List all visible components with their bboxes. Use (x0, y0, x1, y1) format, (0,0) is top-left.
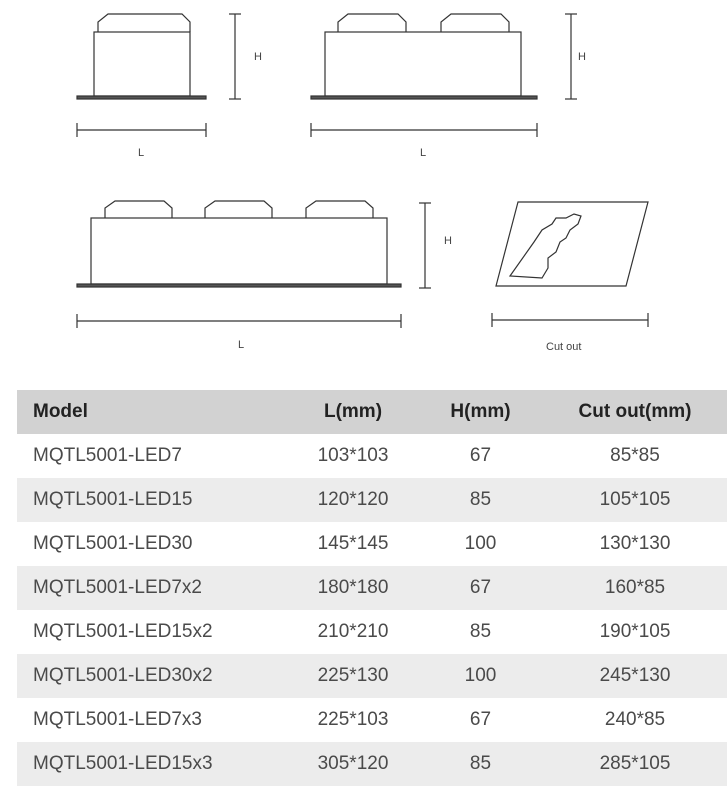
cell-l: 225*130 (317, 665, 389, 686)
table-row (17, 522, 727, 566)
cell-model: MQTL5001-LED15x2 (33, 621, 213, 642)
cell-h: 85 (469, 489, 492, 510)
triple-head-2 (205, 201, 272, 218)
double-fixture-drawing (311, 14, 577, 137)
triple-height-label: H (444, 235, 452, 247)
double-head-2 (441, 14, 509, 32)
triple-fixture-drawing (77, 201, 431, 328)
table-header-row (17, 390, 727, 434)
table-row (17, 478, 727, 522)
cell-h: 67 (469, 709, 492, 730)
table-row (17, 742, 727, 786)
cell-cutout: 160*85 (604, 577, 666, 598)
cell-model: MQTL5001-LED7 (33, 445, 182, 466)
table-row (17, 698, 727, 742)
cell-cutout: 245*130 (599, 665, 671, 686)
cell-cutout: 85*85 (610, 445, 660, 466)
triple-trim (77, 284, 401, 287)
cell-l: 225*103 (317, 709, 389, 730)
cutout-torn-edge (510, 214, 581, 278)
cell-h: 85 (469, 753, 492, 774)
cell-model: MQTL5001-LED7x3 (33, 709, 202, 730)
triple-head-3 (306, 201, 373, 218)
cutout-label: Cut out (546, 341, 582, 353)
cell-model: MQTL5001-LED15x3 (33, 753, 213, 774)
triple-head-1 (105, 201, 172, 218)
cell-model: MQTL5001-LED7x2 (33, 577, 202, 598)
cell-model: MQTL5001-LED15 (33, 489, 193, 510)
header-cutout: Cut out(mm) (578, 401, 692, 422)
single-head (98, 14, 190, 32)
single-fixture-drawing (77, 14, 241, 137)
cell-cutout: 190*105 (599, 621, 671, 642)
cell-cutout: 285*105 (599, 753, 671, 774)
triple-width-label: L (238, 339, 245, 351)
cell-l: 180*180 (317, 577, 389, 598)
cell-cutout: 130*130 (599, 533, 671, 554)
cell-h: 100 (464, 665, 497, 686)
single-trim (77, 96, 206, 99)
triple-body (91, 218, 387, 284)
double-width-label: L (420, 147, 427, 159)
single-height-label: H (254, 51, 262, 63)
double-trim (311, 96, 537, 99)
double-height-label: H (578, 51, 586, 63)
cell-cutout: 240*85 (604, 709, 666, 730)
spec-table (17, 390, 727, 786)
cell-h: 67 (469, 445, 492, 466)
table-row (17, 654, 727, 698)
cell-cutout: 105*105 (599, 489, 671, 510)
cell-model: MQTL5001-LED30 (33, 533, 193, 554)
double-body (325, 32, 521, 96)
dimension-diagrams (0, 0, 727, 380)
header-h: H(mm) (450, 401, 511, 422)
cell-h: 67 (469, 577, 492, 598)
table-row (17, 434, 727, 478)
cell-l: 145*145 (317, 533, 389, 554)
cutout-drawing (492, 202, 648, 327)
header-model: Model (33, 401, 88, 422)
cell-l: 305*120 (317, 753, 389, 774)
header-l: L(mm) (323, 401, 383, 422)
cell-h: 85 (469, 621, 492, 642)
cell-l: 120*120 (317, 489, 389, 510)
single-width-label: L (138, 147, 145, 159)
cell-l: 103*103 (317, 445, 389, 466)
double-head-1 (338, 14, 406, 32)
single-body (94, 32, 190, 96)
cell-model: MQTL5001-LED30x2 (33, 665, 213, 686)
cell-h: 100 (464, 533, 497, 554)
table-row (17, 610, 727, 654)
table-row (17, 566, 727, 610)
cell-l: 210*210 (317, 621, 389, 642)
